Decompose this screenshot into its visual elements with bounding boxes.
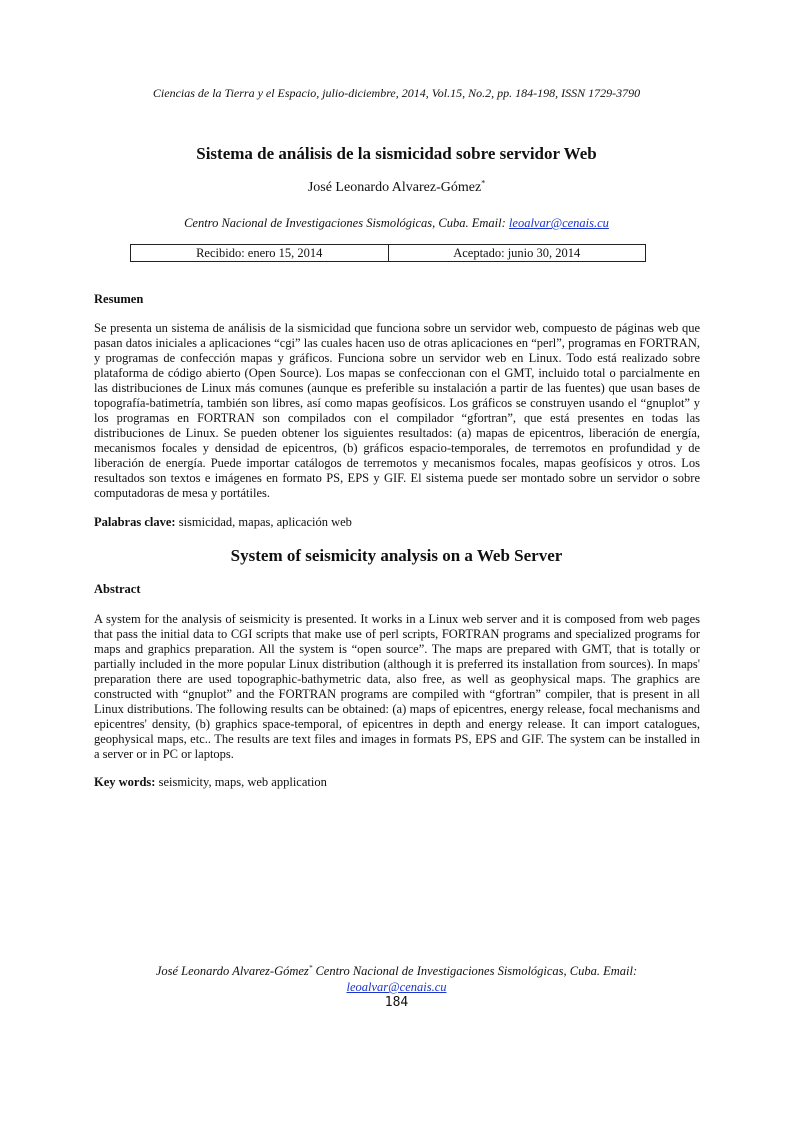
resumen-body: Se presenta un sistema de análisis de la sismicidad que funciona sobre un servidor web, compuesto de páginas web que pasan datos iniciales a aplicaciones “cgi” las cuales hacen uso de otras aplicaciones en “perl”, programas en FORTRAN, y programas de confección mapas y gráficos. Funciona sobre un servidor web en Linux. Todo está realizado sobre plataforma de código abierto (Open Source). Los mapas se confeccionan con el GMT, incluido total o parcialmente en las distribuciones de Linux más comunes (aunque es preferible su instalación a partir de las fuentes) que usan bases de topografía-batimetría, también son libres, así como mapas geofísicos. Los gráficos se construyen usando el “gnuplot” y los programas en FORTRAN son compilados con el compilador “gfortran”, que está presentes en todas las distribuciones de Linux. Se pueden obtener los siguientes resultados: (a) mapas de epicentros, liberación de energía, mecanismos focales y densidad de epicentros, (b) gráficos espacio-temporales, de terremotos en profundidad y de liberación de energía. Puede importar catálogos de terremotos y mecanismos focales, mapas geofísicos y otros. Los resultados son textos e imágenes en formato PS, EPS y GIF. El sistema puede ser montado sobre un servidor o sobre computadoras de mesa y portátiles. (94, 321, 700, 500)
footnote-author: José Leonardo Alvarez-Gómez (155, 964, 309, 978)
abstract-heading: Abstract (94, 582, 141, 596)
affiliation (60, 216, 733, 231)
resumen-heading: Resumen (94, 292, 144, 306)
footnote-email-link[interactable]: leoalvar@cenais.cu (346, 980, 447, 994)
key-words (94, 775, 327, 790)
affiliation-text: Centro Nacional de Investigaciones Sismológicas, Cuba. Email: (184, 216, 509, 230)
received-date: Recibido: enero 15, 2014 (131, 245, 389, 262)
footnote-text: Centro Nacional de Investigaciones Sismológicas, Cuba. Email: (312, 964, 638, 978)
abstract-body: A system for the analysis of seismicity is presented. It works in a Linux web server and it is composed from web pages that pass the initial data to CGI scripts that make use of perl scripts, FORTRAN programs and specialized programs for maps and graphics preparation. All the system is “open source”. The maps are prepared with GMT, that is totally or partially included in the more popular Linux distribution (although it is preferred its installation from sources). In maps' preparation there are used topographic-bathymetric data, also free, as well as geophysical maps. The graphics are constructed with “gnuplot” and the FORTRAN programs are compiled with “gfortran” compiler, that is present in all Linux distributions. The following results can be obtained: (a) maps of epicentres, energy release, focal mechanisms and epicentres' density, (b) graphics space-temporal, of epicentres in depth and energy release. It can import catalogues, geophysical maps, etc.. The results are text files and images in formats PS, EPS and GIF. The system can be installed in a server or in PC or laptops. (94, 612, 700, 761)
author-line (60, 180, 733, 196)
palabras-clave-values: sismicidad, mapas, aplicación web (175, 515, 352, 529)
page-number: 184 (384, 995, 409, 1010)
key-words-label: Key words: (94, 775, 156, 789)
palabras-clave (94, 515, 352, 530)
author-footnote (60, 963, 733, 995)
author-footnote-mark: * (481, 178, 486, 188)
paper-title-es: Sistema de análisis de la sismicidad sobre servidor Web (196, 144, 597, 163)
key-words-values: seismicity, maps, web application (155, 775, 327, 789)
author-email-link[interactable]: leoalvar@cenais.cu (508, 216, 609, 230)
dates-table (130, 244, 646, 262)
running-head: Ciencias de la Tierra y el Espacio, julio-diciembre, 2014, Vol.15, No.2, pp. 184-198, ISSN 1729-3790 (152, 86, 641, 100)
accepted-date: Aceptado: junio 30, 2014 (388, 245, 646, 262)
footnote-mark: * (308, 963, 313, 972)
palabras-clave-label: Palabras clave: (94, 515, 176, 529)
paper-title-en: System of seismicity analysis on a Web Server (230, 546, 563, 565)
author-name: José Leonardo Alvarez-Gómez (307, 180, 482, 195)
